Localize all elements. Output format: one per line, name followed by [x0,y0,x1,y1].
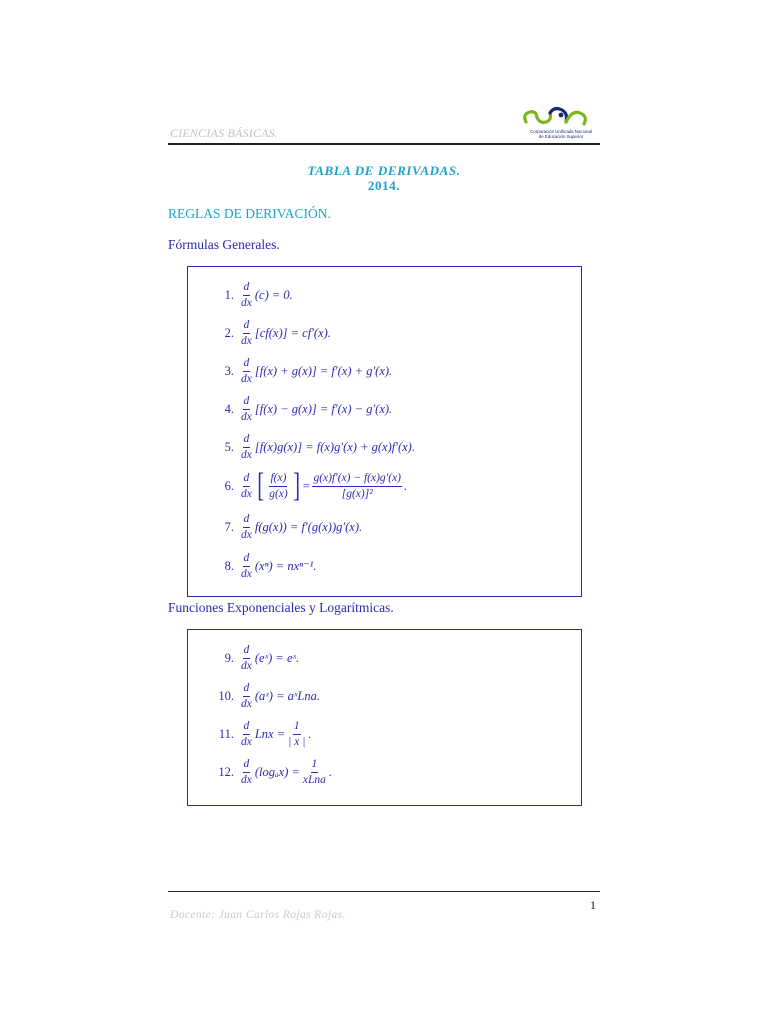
derivative-operator-numerator: d [243,682,251,696]
derivative-operator-numerator: d [243,281,251,295]
svg-text:de Educación Superior: de Educación Superior [538,134,584,139]
derivative-operator-denominator: dx [241,697,252,710]
formula-row [206,355,566,387]
formula-expression [238,357,392,384]
formula-body: (eˣ) = eˣ. [254,650,300,665]
formula-body: f(g(x)) = f′(g(x))g′(x). [254,519,363,534]
quotient-rule-result [312,472,402,499]
document-title [168,163,600,193]
period: . [308,726,312,741]
derivative-operator-denominator: dx [241,567,252,580]
formula-body: [cf(x)] = cf′(x). [254,325,331,340]
bracket: [ [257,467,264,504]
derivative-operator-numerator: d [243,758,251,772]
formula-expression [238,469,407,503]
formula-body: (aˣ) = aˣLna. [254,688,321,703]
formula-row [206,756,566,788]
formula-number: 4. [224,401,234,416]
formula-body: [f(x) + g(x)] = f′(x) + g′(x). [254,363,393,378]
header-course-label: CIENCIAS BÁSICAS. [170,126,279,140]
equals-sign: = [302,478,311,493]
svg-text:Corporación Unificada Nacional: Corporación Unificada Nacional [530,129,592,134]
formula-number: 11. [218,726,234,741]
derivative-operator-denominator: dx [241,372,252,385]
formula-number: 6. [224,478,234,493]
footer-author: Docente: Juan Carlos Rojas Rojas. [170,909,346,921]
formula-expression [238,552,317,579]
derivative-operator-numerator: d [243,395,251,409]
formula-number: 5. [224,439,234,454]
derivative-operator-denominator: dx [241,487,252,500]
derivative-operator-denominator: dx [241,296,252,309]
formula-row [206,511,566,543]
derivative-operator [240,472,253,499]
formula-expression [238,513,362,540]
subsection-exp-heading: Funciones Exponenciales y Logarítmicas. [168,600,394,615]
result-fraction [287,720,306,747]
subsection-general-heading: Fórmulas Generales. [168,237,280,252]
formula-row [206,467,566,504]
period: . [328,764,333,779]
formula-row [206,718,566,750]
derivative-operator [240,513,253,540]
page-number: 1 [590,898,596,912]
formula-number: 2. [224,325,234,340]
derivative-operator-denominator: dx [241,773,252,786]
formula-expression [238,281,293,308]
formula-body: (xⁿ) = nxⁿ⁻¹. [254,559,317,573]
formula-number: 1. [224,287,234,302]
title-year: 2014. [367,178,401,193]
footer-rule [168,891,600,892]
formula-number: 8. [224,558,234,573]
derivative-operator [240,720,253,747]
formula-expression [238,644,299,671]
derivative-operator [240,395,253,422]
formula-row [206,550,566,582]
section-heading: REGLAS DE DERIVACIÓN. [168,206,331,221]
formula-body: (c) = 0. [254,287,293,302]
formula-row [206,642,566,674]
formula-body: [f(x)g(x)] = f(x)g′(x) + g(x)f′(x). [254,439,415,454]
derivative-operator-numerator: d [243,720,251,734]
formula-expression [238,319,331,346]
formula-row [206,680,566,712]
derivative-operator [240,319,253,346]
formula-row [206,317,566,349]
formula-number: 3. [224,363,234,378]
formula-row [206,279,566,311]
derivative-operator-denominator: dx [241,735,252,748]
derivative-operator [240,644,253,671]
title-line: TABLA DE DERIVADAS. [307,163,461,178]
derivative-operator-numerator: d [243,433,251,447]
result-fraction-denominator: | x | [288,735,306,748]
derivative-operator [240,281,253,308]
formula-lhs: (logₐx) = [254,764,300,779]
derivative-operator [240,552,253,579]
formula-expression [238,720,311,747]
derivative-operator [240,758,253,785]
formula-expression [238,433,415,460]
formula-number: 12. [218,764,234,779]
formula-expression [238,682,320,709]
derivative-operator [240,682,253,709]
formula-row [206,393,566,425]
quotient-rule-result-denominator: [g(x)]² [341,487,373,500]
period: . [403,478,408,493]
quotient-fraction [268,472,289,499]
cun-logo [520,104,602,144]
derivative-operator-numerator: d [243,472,251,486]
formula-number: 10. [218,688,234,703]
quotient-rule-result-numerator: g(x)f′(x) − f(x)g′(x) [312,472,402,486]
result-fraction-numerator: 1 [311,758,319,772]
result-fraction [302,758,327,785]
derivative-operator-denominator: dx [241,410,252,423]
derivative-operator-denominator: dx [241,448,252,461]
formula-number: 7. [224,519,234,534]
formula-lhs: Lnx = [254,726,286,741]
derivative-operator-numerator: d [243,357,251,371]
quotient-fraction-numerator: f(x) [269,472,287,486]
derivative-operator-numerator: d [243,513,251,527]
derivative-operator [240,433,253,460]
formula-number: 9. [224,650,234,665]
derivative-operator-denominator: dx [241,659,252,672]
derivative-operator-denominator: dx [241,528,252,541]
formula-expression [238,395,392,422]
result-fraction-numerator: 1 [293,720,301,734]
header-rule [168,143,600,145]
derivative-operator-numerator: d [243,552,251,566]
formula-row [206,431,566,463]
bracket: ] [292,467,300,504]
derivative-operator-numerator: d [243,644,251,658]
formula-body: [f(x) − g(x)] = f′(x) − g′(x). [254,401,393,416]
quotient-fraction-denominator: g(x) [269,487,288,500]
derivative-operator [240,357,253,384]
derivative-operator-numerator: d [243,319,251,333]
formula-expression [238,758,332,785]
result-fraction-denominator: xLna [302,773,326,786]
derivative-operator-denominator: dx [241,334,252,347]
